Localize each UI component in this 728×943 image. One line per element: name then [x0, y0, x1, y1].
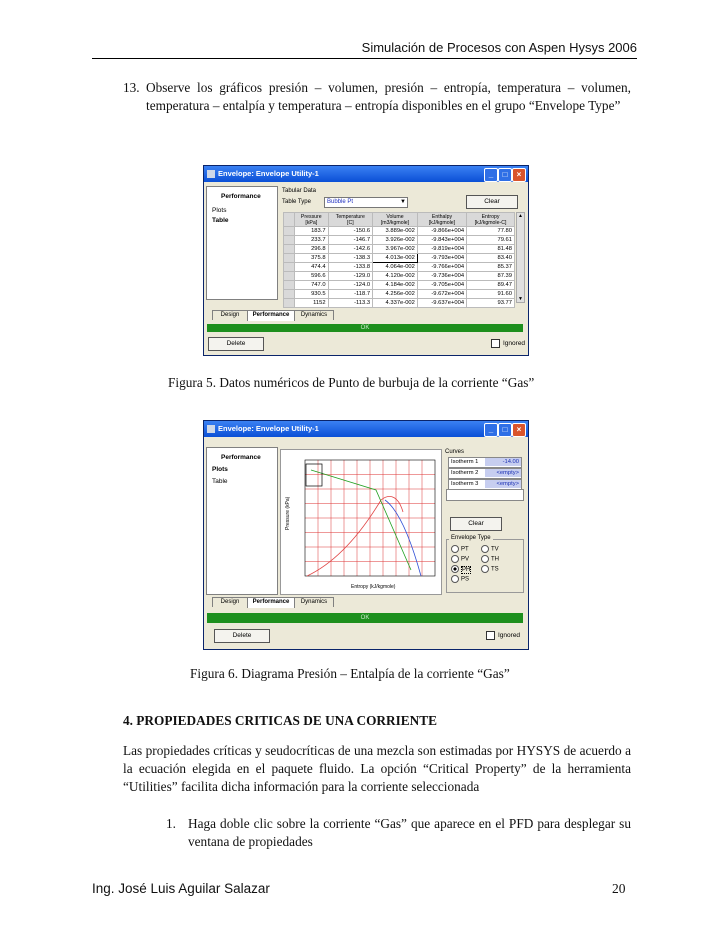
table-cell[interactable]: 4.013e-002	[373, 254, 418, 263]
side-item-table[interactable]: Table	[212, 478, 228, 485]
table-type-value: Bubble Pt	[327, 199, 354, 205]
table-cell[interactable]: -9.793e+004	[417, 254, 466, 263]
radio-icon	[481, 555, 489, 563]
window-title: Envelope: Envelope Utility-1	[218, 169, 319, 178]
radio-th-label: TH	[491, 556, 499, 563]
table-cell[interactable]: 930.5	[295, 290, 329, 299]
table-row[interactable]	[284, 254, 515, 263]
table-cell[interactable]: -9.705e+004	[417, 281, 466, 290]
table-row[interactable]	[284, 299, 515, 308]
envelope-type-group	[446, 535, 524, 593]
app-icon	[207, 425, 215, 433]
step-13-text: Observe los gráficos presión – volumen, presión – entropía, temperatura – volumen, temperatura – entalpía y temperatura – entropía disponibles en el grupo “Envelope Type”	[146, 80, 631, 113]
bubble-curve	[307, 496, 403, 576]
radio-icon	[481, 565, 489, 573]
curve-value-input[interactable]	[446, 489, 524, 501]
clear-button[interactable]: Clear	[450, 517, 502, 531]
curve-name: Isotherm 3	[451, 481, 479, 487]
table-cell[interactable]: -9.637e+004	[417, 299, 466, 308]
section-4-paragraph: Las propiedades críticas y seudocríticas de una mezcla son estimadas por HYSYS de acuerdo a la ecuación elegida en el paquete fluido. La opción “Critical Property” de la herramienta “Utilities” facilita dicha información para la corriente seleccionada	[123, 743, 631, 794]
radio-ph[interactable]	[451, 565, 471, 573]
column-header: Pressure [kPa]	[295, 213, 329, 227]
table-cell[interactable]: -118.7	[328, 290, 373, 299]
table-cell[interactable]: 4.256e-002	[373, 290, 418, 299]
close-icon[interactable]: ×	[512, 168, 526, 182]
radio-ts-label: TS	[491, 566, 499, 573]
curve-value[interactable]: <empty>	[485, 469, 521, 477]
table-cell[interactable]: -124.0	[328, 281, 373, 290]
minimize-icon[interactable]: _	[484, 168, 498, 182]
table-cell[interactable]: -129.0	[328, 272, 373, 281]
column-header: Volume [m3/kgmole]	[373, 213, 418, 227]
table-cell[interactable]: 4.337e-002	[373, 299, 418, 308]
radio-th[interactable]	[481, 555, 499, 563]
table-cell[interactable]: 93.77	[467, 299, 515, 308]
curve-name: Isotherm 1	[451, 459, 479, 465]
table-cell[interactable]: 233.7	[295, 236, 329, 245]
y-axis-label: Pressure (kPa)	[285, 496, 291, 530]
app-icon	[207, 170, 215, 178]
ignored-checkbox[interactable]	[486, 631, 520, 640]
table-row[interactable]	[284, 236, 515, 245]
table-cell[interactable]: -133.8	[328, 263, 373, 272]
curve-row[interactable]	[448, 468, 522, 479]
row-header-cell	[284, 272, 295, 281]
ph-plot-area	[280, 449, 442, 595]
table-scrollbar[interactable]	[516, 212, 525, 303]
row-header-cell	[284, 213, 295, 227]
header-title: Simulación de Procesos con Aspen Hysys 2006	[361, 40, 637, 55]
tab-design[interactable]: Design	[212, 597, 248, 607]
tab-performance[interactable]: Performance	[247, 597, 295, 608]
table-type-label: Table Type	[282, 199, 311, 205]
table-cell[interactable]: -9.866e+004	[417, 227, 466, 236]
table-cell[interactable]: 3.967e-002	[373, 245, 418, 254]
radio-icon	[481, 545, 489, 553]
table-row[interactable]	[284, 290, 515, 299]
envelope-window-plot	[203, 420, 529, 650]
window-titlebar	[204, 421, 528, 437]
tab-design[interactable]: Design	[212, 310, 248, 320]
side-panel-title: Performance	[221, 193, 261, 200]
section-4-heading: 4. PROPIEDADES CRITICAS DE UNA CORRIENTE	[123, 713, 438, 728]
table-cell[interactable]: 1152	[295, 299, 329, 308]
table-cell[interactable]: 81.48	[467, 245, 515, 254]
table-cell[interactable]: 77.80	[467, 227, 515, 236]
radio-pv-label: PV	[461, 556, 470, 563]
ignored-checkbox[interactable]	[491, 339, 525, 348]
status-bar: OK	[207, 613, 523, 623]
maximize-icon[interactable]: □	[498, 423, 512, 437]
zoom-box[interactable]	[306, 464, 322, 486]
side-item-table[interactable]: Table	[212, 217, 229, 224]
table-cell[interactable]: 87.39	[467, 272, 515, 281]
tabular-data-group	[280, 188, 524, 306]
tab-performance[interactable]: Performance	[247, 310, 295, 321]
table-row[interactable]	[284, 263, 515, 272]
table-row[interactable]	[284, 227, 515, 236]
radio-ph-label: PH	[462, 566, 471, 573]
step-1-text: Haga doble clic sobre la corriente “Gas” que aparece en el PFD para desplegar su ventana de propiedades	[188, 816, 631, 849]
row-header-cell	[284, 227, 295, 236]
table-cell[interactable]: 747.0	[295, 281, 329, 290]
table-cell[interactable]: -142.6	[328, 245, 373, 254]
table-cell[interactable]: -9.843e+004	[417, 236, 466, 245]
table-cell[interactable]: 3.889e-002	[373, 227, 418, 236]
table-cell[interactable]: -9.766e+004	[417, 263, 466, 272]
maximize-icon[interactable]: □	[498, 168, 512, 182]
envelope-window-table	[203, 165, 529, 356]
table-cell[interactable]: -9.672e+004	[417, 290, 466, 299]
table-row[interactable]	[284, 281, 515, 290]
table-cell[interactable]: 89.47	[467, 281, 515, 290]
column-header: Enthalpy [kJ/kgmole]	[417, 213, 466, 227]
table-cell[interactable]: -150.6	[328, 227, 373, 236]
checkbox-icon	[491, 339, 500, 348]
table-row[interactable]	[284, 272, 515, 281]
radio-ts[interactable]	[481, 565, 499, 573]
row-header-cell	[284, 299, 295, 308]
clear-button[interactable]: Clear	[466, 195, 518, 209]
table-cell[interactable]: 183.7	[295, 227, 329, 236]
row-header-cell	[284, 245, 295, 254]
scroll-up-icon[interactable]: ▲	[518, 213, 523, 219]
radio-tv[interactable]	[481, 545, 499, 553]
ph-diagram	[281, 450, 441, 594]
radio-pt[interactable]	[451, 545, 469, 553]
table-cell[interactable]: 375.8	[295, 254, 329, 263]
table-cell[interactable]: -9.819e+004	[417, 245, 466, 254]
table-cell[interactable]: 474.4	[295, 263, 329, 272]
column-header: Temperature [C]	[328, 213, 373, 227]
x-axis-label: Entropy (kJ/kgmole)	[351, 584, 396, 590]
step-1-number: 1.	[166, 816, 176, 831]
figure-5-caption: Figura 5. Datos numéricos de Punto de burbuja de la corriente “Gas”	[168, 375, 535, 390]
figure-6-caption: Figura 6. Diagrama Presión – Entalpía de la corriente “Gas”	[190, 666, 510, 681]
radio-icon	[451, 545, 459, 553]
radio-pt-label: PT	[461, 546, 469, 553]
side-panel	[206, 447, 278, 595]
row-header-cell	[284, 290, 295, 299]
table-cell[interactable]: -113.3	[328, 299, 373, 308]
side-panel	[206, 186, 278, 300]
curve-row[interactable]	[448, 457, 522, 468]
page-header	[92, 40, 637, 59]
table-cell[interactable]: 4.120e-002	[373, 272, 418, 281]
radio-pv[interactable]	[451, 555, 469, 563]
table-cell[interactable]: 91.60	[467, 290, 515, 299]
page-number: 20	[612, 881, 626, 896]
table-cell[interactable]: 83.40	[467, 254, 515, 263]
tab-dynamics[interactable]: Dynamics	[294, 597, 334, 607]
delete-button[interactable]: Delete	[214, 629, 270, 643]
table-cell[interactable]: 296.8	[295, 245, 329, 254]
curves-list	[448, 457, 522, 490]
close-icon[interactable]: ×	[512, 423, 526, 437]
ignored-label: Ignored	[498, 632, 521, 640]
status-bar: OK	[207, 324, 523, 332]
window-title: Envelope: Envelope Utility-1	[218, 424, 319, 433]
minimize-icon[interactable]: _	[484, 423, 498, 437]
table-type-select[interactable]	[324, 197, 408, 208]
row-header-cell	[284, 263, 295, 272]
side-item-plots[interactable]: Plots	[212, 466, 228, 473]
radio-icon	[451, 575, 459, 583]
delete-button[interactable]: Delete	[208, 337, 264, 351]
envelope-type-label: Envelope Type	[451, 535, 491, 541]
tab-dynamics[interactable]: Dynamics	[294, 310, 334, 320]
radio-ps-label: PS	[461, 576, 470, 583]
curve-value[interactable]: <empty>	[485, 480, 521, 488]
bubble-point-table	[283, 212, 515, 308]
curves-label: Curves	[445, 449, 465, 455]
curve-value[interactable]: -14.00	[485, 458, 521, 466]
table-row[interactable]	[284, 245, 515, 254]
table-cell[interactable]: 4.184e-002	[373, 281, 418, 290]
table-cell[interactable]: 79.61	[467, 236, 515, 245]
checkbox-icon	[486, 631, 495, 640]
scroll-down-icon[interactable]: ▼	[518, 296, 523, 302]
table-cell[interactable]: 596.6	[295, 272, 329, 281]
footer-author: Ing. José Luis Aguilar Salazar	[92, 881, 270, 896]
radio-tv-label: TV	[491, 546, 499, 553]
table-cell[interactable]: -9.736e+004	[417, 272, 466, 281]
table-cell[interactable]: 85.37	[467, 263, 515, 272]
table-cell[interactable]: -146.7	[328, 236, 373, 245]
table-cell[interactable]: -138.3	[328, 254, 373, 263]
column-header: Entropy [kJ/kgmole-C]	[467, 213, 515, 227]
row-header-cell	[284, 254, 295, 263]
ignored-label: Ignored	[503, 340, 526, 348]
radio-ps[interactable]	[451, 575, 469, 583]
tabular-data-label: Tabular Data	[282, 188, 317, 194]
radio-selected-icon	[451, 565, 459, 573]
radio-icon	[451, 555, 459, 563]
table-cell[interactable]: 3.926e-002	[373, 236, 418, 245]
row-header-cell	[284, 281, 295, 290]
curve-name: Isotherm 2	[451, 470, 479, 476]
side-panel-title: Performance	[221, 454, 261, 461]
row-header-cell	[284, 236, 295, 245]
table-cell[interactable]: 4.064e-002	[373, 263, 418, 272]
window-titlebar	[204, 166, 528, 182]
chevron-down-icon: ▼	[400, 199, 406, 205]
side-item-plots[interactable]: Plots	[212, 207, 227, 214]
step-13-number: 13.	[123, 80, 140, 95]
table-header-row	[284, 213, 515, 227]
